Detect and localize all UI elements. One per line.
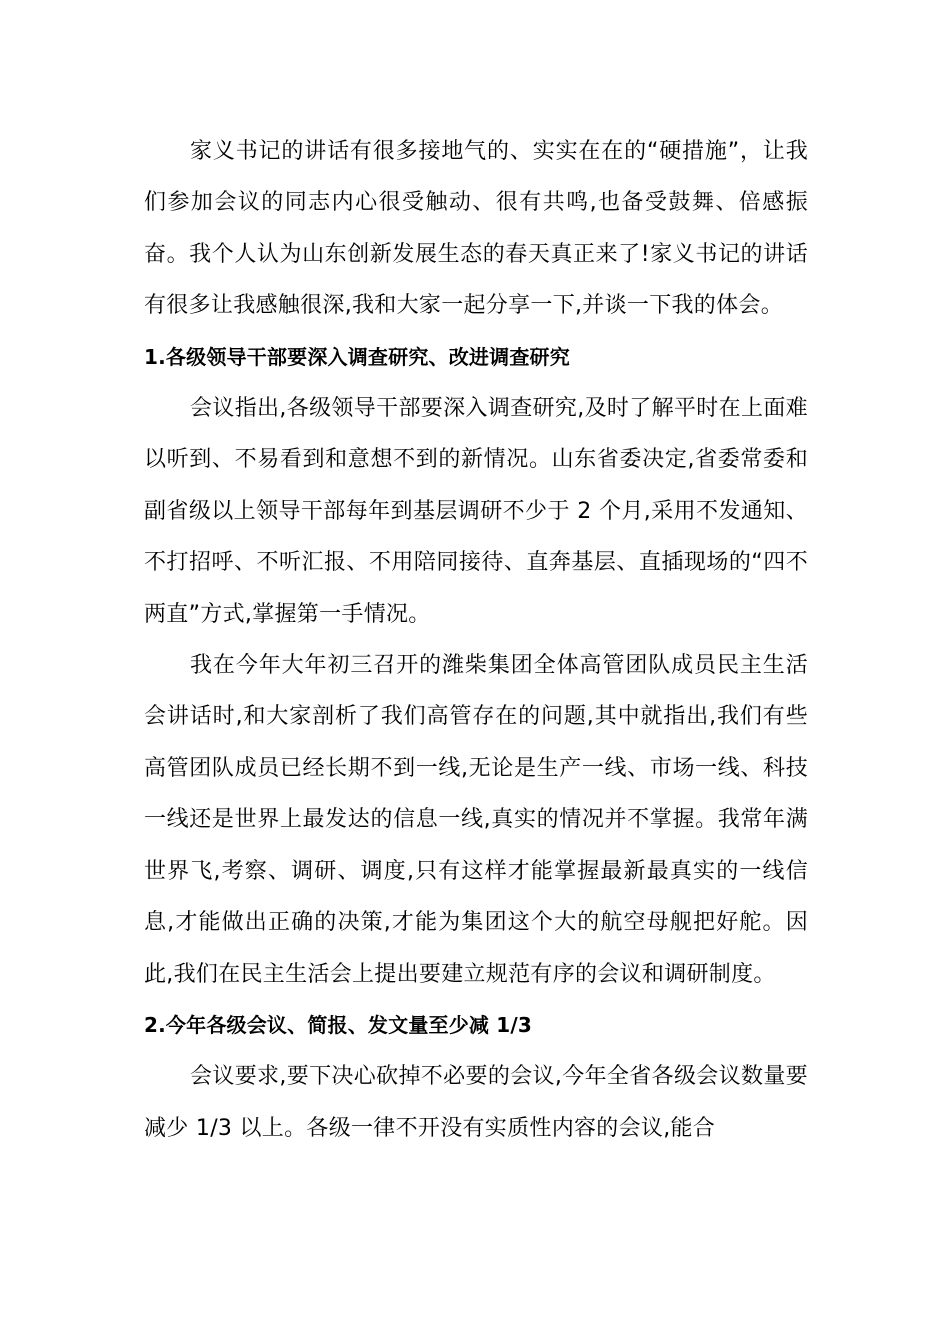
intro-paragraph: 家义书记的讲话有很多接地气的、实实在在的“硬措施”，让我们参加会议的同志内心很受触动、很有共鸣,也备受鼓舞、倍感振奋。我个人认为山东创新发展生态的春天真正来了!家义书记的讲话有很多让我感触很深,我和大家一起分享一下,并谈一下我的体会。 (144, 139, 808, 319)
document-body (144, 126, 808, 1154)
section-2-paragraph: 会议要求,要下决心砍掉不必要的会议,今年全省各级会议数量要减少 1/3 以上。各级一律不开没有实质性内容的会议,能合 (144, 1064, 808, 1141)
section-1-paragraph: 会议指出,各级领导干部要深入调查研究,及时了解平时在上面难以听到、不易看到和意想不到的新情况。山东省委决定,省委常委和副省级以上领导干部每年到基层调研不少于 2 个月,采用不发通知、不打招呼、不听汇报、不用陪同接待、直奔基层、直插现场的“四不两直”方式,掌握第一手情况。 (144, 396, 808, 627)
section-1-paragraph: 我在今年大年初三召开的潍柴集团全体高管团队成员民主生活会讲话时,和大家剖析了我们高管存在的问题,其中就指出,我们有些高管团队成员已经长期不到一线,无论是生产一线、市场一线、科技一线还是世界上最发达的信息一线,真实的情况并不掌握。我常年满世界飞,考察、调研、调度,只有这样才能掌握最新最真实的一线信息,才能做出正确的决策,才能为集团这个大的航空母舰把好舵。因此,我们在民主生活会上提出要建立规范有序的会议和调研制度。 (144, 653, 808, 987)
section-2-heading: 2.今年各级会议、简报、发文量至少减 1/3 (144, 1012, 533, 1037)
section-1-heading: 1.各级领导干部要深入调查研究、改进调查研究 (144, 344, 570, 369)
